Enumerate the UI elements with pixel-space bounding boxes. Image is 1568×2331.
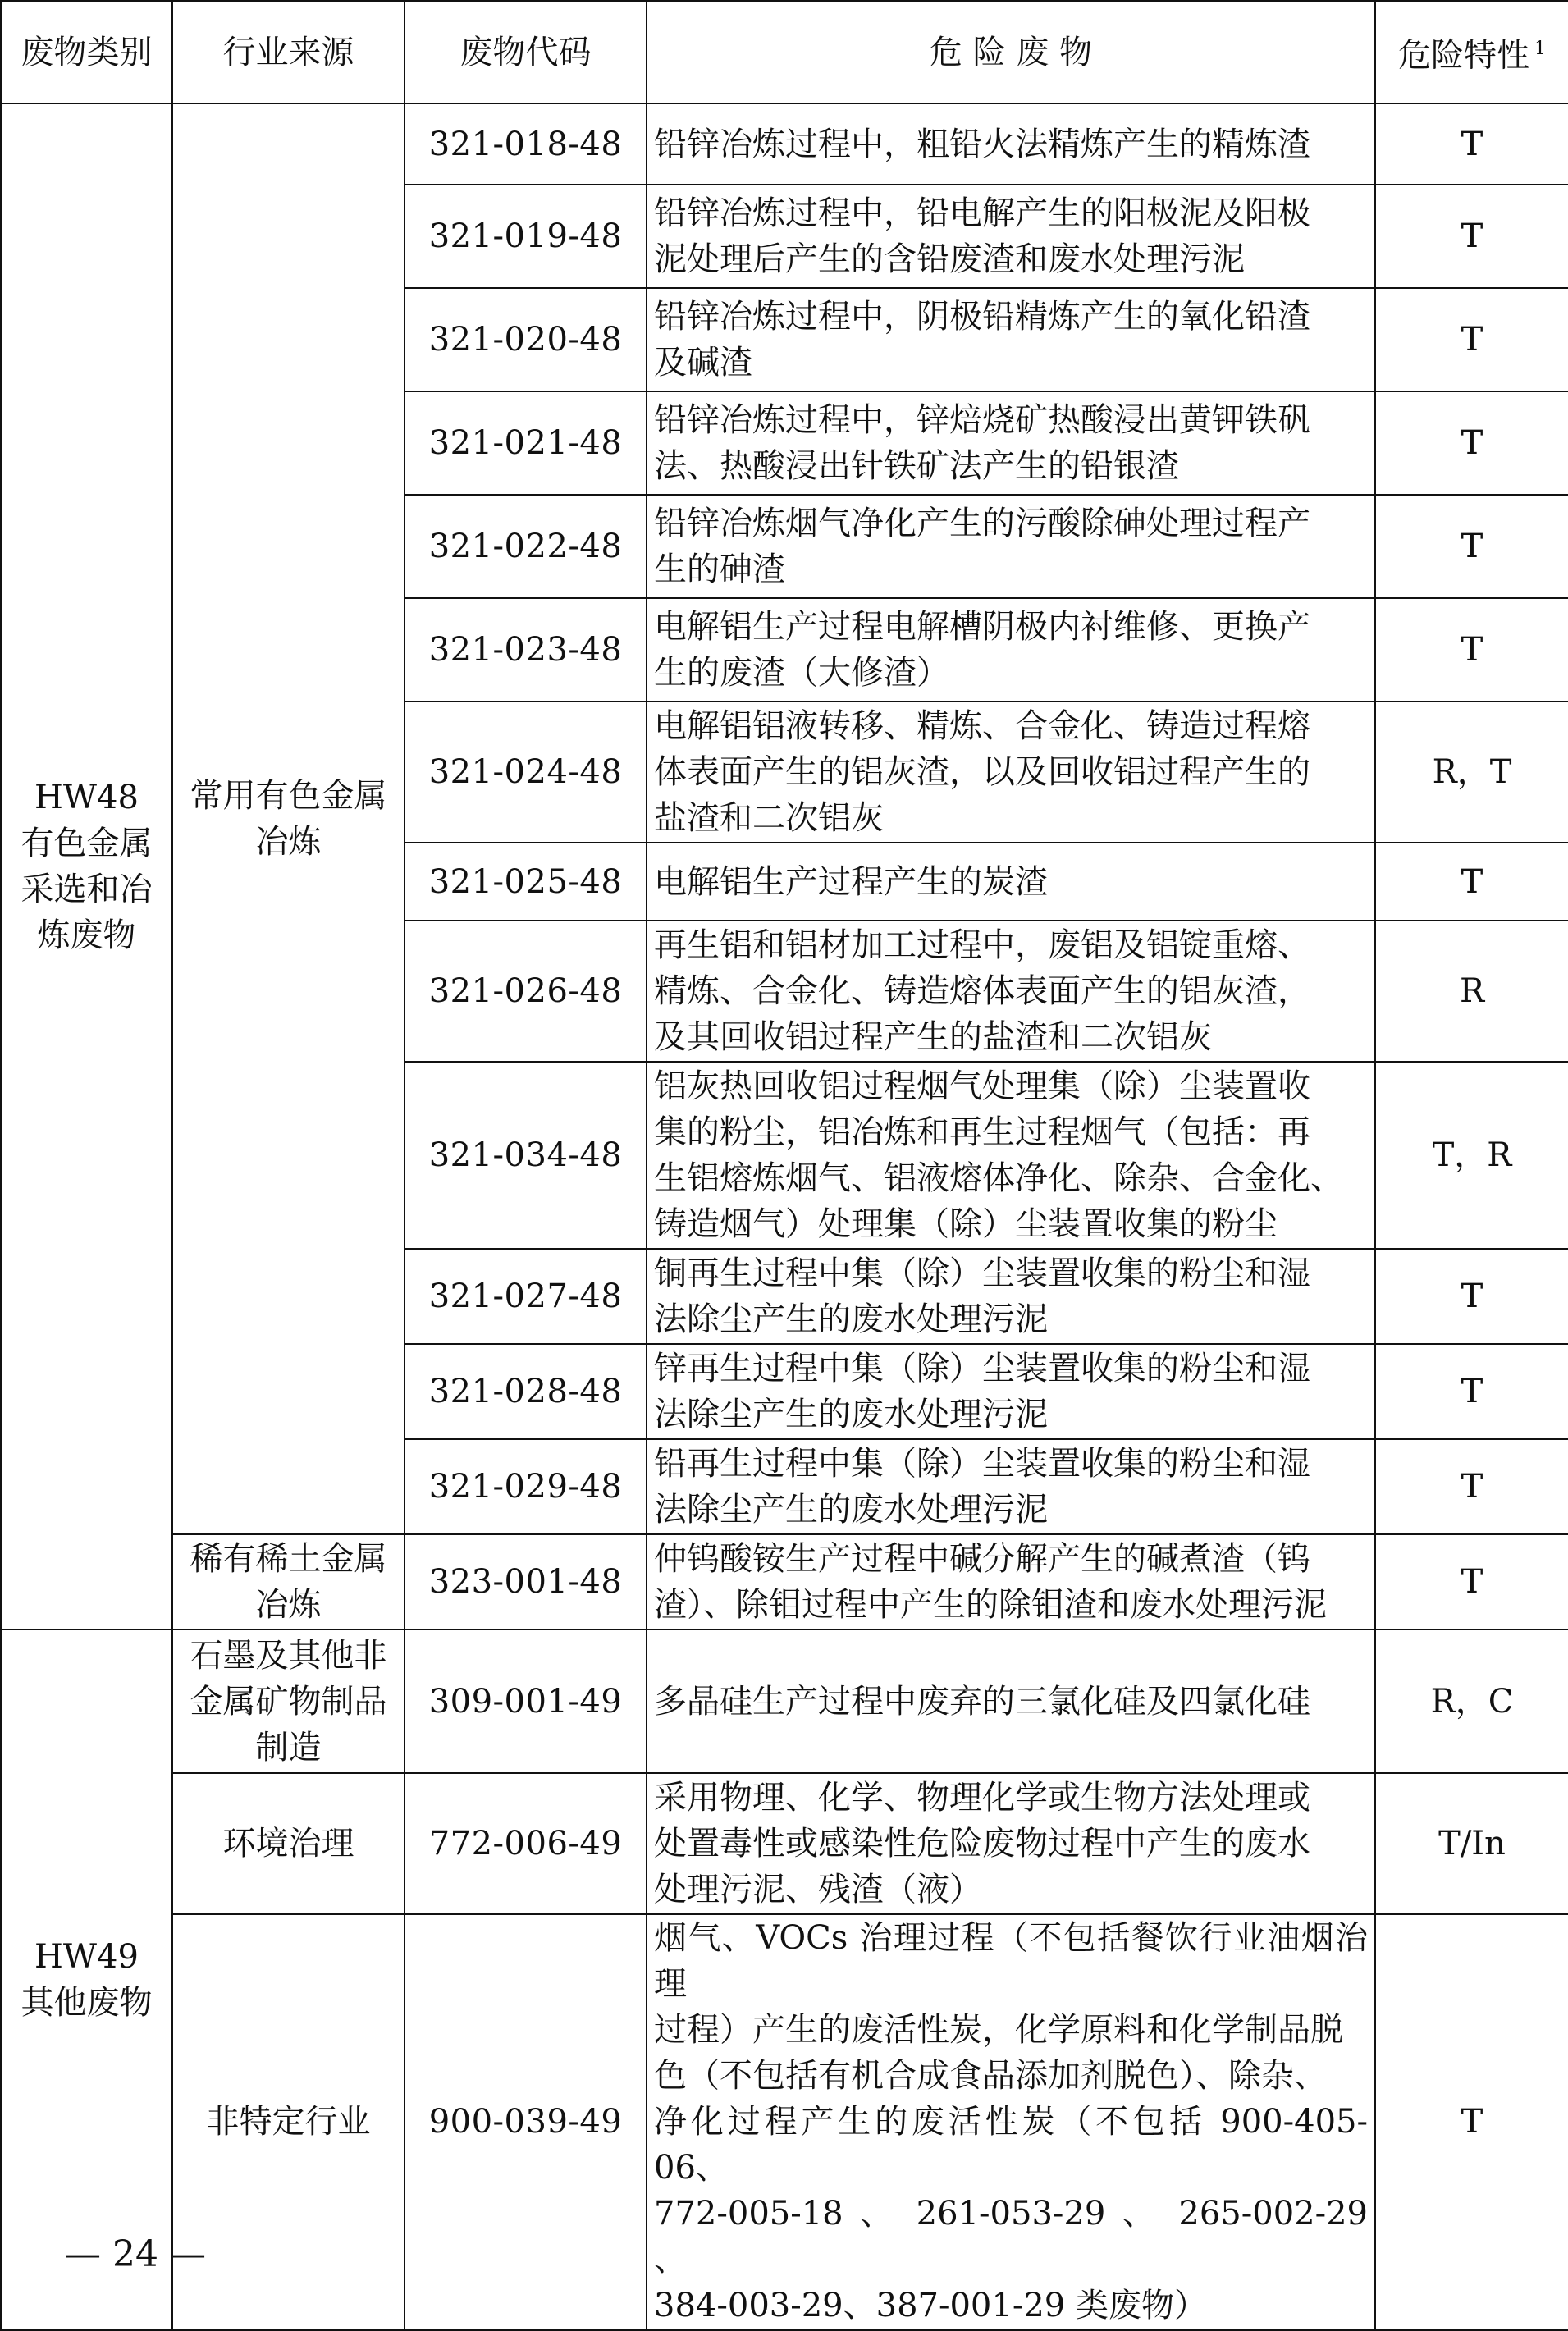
category-code: HW49: [34, 1937, 139, 1976]
waste-description: 电解铝铝液转移、精炼、合金化、铸造过程熔 体表面产生的铝灰渣，以及回收铝过程产生的 盐渣和二次铝灰: [647, 702, 1375, 843]
hazard-property: T: [1375, 598, 1568, 702]
waste-description: 再生铝和铝材加工过程中，废铝及铝锭重熔、 精炼、合金化、铸造熔体表面产生的铝灰渣， 及其回收铝过程产生的盐渣和二次铝灰: [647, 921, 1375, 1062]
category-cell-hw48: [1, 103, 172, 1629]
waste-code: 323-001-48: [405, 1534, 647, 1629]
header-waste: 危 险 废 物: [647, 2, 1375, 104]
hazard-property: R: [1375, 921, 1568, 1062]
waste-description: 铜再生过程中集（除）尘装置收集的粉尘和湿 法除尘产生的废水处理污泥: [647, 1249, 1375, 1344]
table-row: [1, 103, 1568, 185]
waste-description: 铅锌冶炼烟气净化产生的污酸除砷处理过程产 生的砷渣: [647, 495, 1375, 598]
waste-code: 321-034-48: [405, 1062, 647, 1249]
table-header-row: [1, 2, 1568, 104]
waste-description: 多晶硅生产过程中废弃的三氯化硅及四氯化硅: [647, 1629, 1375, 1773]
category-name-line: 其他废物: [21, 1983, 153, 2022]
source-line: 稀有稀土金属: [190, 1540, 387, 1578]
category-code: HW48: [34, 779, 139, 816]
waste-code: 321-021-48: [405, 391, 647, 495]
category-name-line: 采选和冶: [21, 871, 153, 908]
waste-description: 铝灰热回收铝过程烟气处理集（除）尘装置收 集的粉尘，铝冶炼和再生过程烟气（包括：再 生铝熔炼烟气、铝液熔体净化、除杂、合金化、 铸造烟气）处理集（除）尘装置收集的粉尘: [647, 1062, 1375, 1249]
source-cell: [172, 103, 405, 1534]
hazard-property: T: [1375, 1249, 1568, 1344]
source-line: 冶炼: [255, 1586, 322, 1624]
header-hazard: [1375, 2, 1568, 104]
waste-code: 321-023-48: [405, 598, 647, 702]
page-number: — 24 —: [65, 2233, 206, 2275]
source-line: 环境治理: [222, 1825, 354, 1863]
waste-code: 321-027-48: [405, 1249, 647, 1344]
table-row: [1, 1773, 1568, 1914]
hazard-property: T: [1375, 103, 1568, 185]
source-line: 常用有色金属: [190, 777, 387, 815]
header-code: 废物代码: [405, 2, 647, 104]
hazard-property: T: [1375, 1439, 1568, 1534]
source-line: 制造: [255, 1728, 322, 1767]
table-row: [1, 1629, 1568, 1773]
waste-code: 321-024-48: [405, 702, 647, 843]
source-line: 金属矿物制品: [190, 1682, 387, 1721]
hazard-property: R，C: [1375, 1629, 1568, 1773]
waste-description: 铅锌冶炼过程中，锌焙烧矿热酸浸出黄钾铁矾 法、热酸浸出针铁矿法产生的铅银渣: [647, 391, 1375, 495]
hazard-property: T: [1375, 288, 1568, 391]
waste-code: 321-028-48: [405, 1344, 647, 1439]
hazard-property: T，R: [1375, 1062, 1568, 1249]
header-source: 行业来源: [172, 2, 405, 104]
waste-code: 900-039-49: [405, 1914, 647, 2330]
waste-code: 321-025-48: [405, 843, 647, 921]
footnote-marker: 1: [1534, 39, 1546, 60]
waste-description: 铅再生过程中集（除）尘装置收集的粉尘和湿 法除尘产生的废水处理污泥: [647, 1439, 1375, 1534]
waste-description: 电解铝生产过程产生的炭渣: [647, 843, 1375, 921]
source-cell: [172, 1773, 405, 1914]
category-cell-hw49: [1, 1629, 172, 2330]
table-row: [1, 1534, 1568, 1629]
hazard-property: T: [1375, 185, 1568, 288]
hazard-property: T: [1375, 495, 1568, 598]
hazard-property: T: [1375, 1914, 1568, 2330]
hazard-property: T/In: [1375, 1773, 1568, 1914]
hazard-property: T: [1375, 1344, 1568, 1439]
category-name-line: 炼废物: [37, 916, 136, 954]
waste-description: 锌再生过程中集（除）尘装置收集的粉尘和湿 法除尘产生的废水处理污泥: [647, 1344, 1375, 1439]
waste-code: 309-001-49: [405, 1629, 647, 1773]
waste-description: 铅锌冶炼过程中，阴极铅精炼产生的氧化铅渣 及碱渣: [647, 288, 1375, 391]
header-category: 废物类别: [1, 2, 172, 104]
header-hazard-label: 危险特性: [1398, 36, 1529, 75]
waste-code: 772-006-49: [405, 1773, 647, 1914]
waste-code: 321-022-48: [405, 495, 647, 598]
category-name-line: 有色金属: [21, 825, 153, 862]
source-line: 冶炼: [255, 823, 322, 861]
waste-code: 321-018-48: [405, 103, 647, 185]
waste-description: 仲钨酸铵生产过程中碱分解产生的碱煮渣（钨 渣）、除钼过程中产生的除钼渣和废水处理污泥: [647, 1534, 1375, 1629]
waste-description: 烟气、VOCs 治理过程（不包括餐饮行业油烟治理 过程）产生的废活性炭，化学原料和化学制品脱 色（不包括有机合成食品添加剂脱色）、除杂、 净化过程产生的废活性炭（不包括 900-405-06、 772-005-18 、 261-053-29 、 265-002-29 、 384-003-29、387-001-29 类废物）: [647, 1914, 1375, 2330]
waste-description: 铅锌冶炼过程中，粗铅火法精炼产生的精炼渣: [647, 103, 1375, 185]
hazard-property: R，T: [1375, 702, 1568, 843]
waste-code: 321-029-48: [405, 1439, 647, 1534]
waste-code: 321-019-48: [405, 185, 647, 288]
hazard-property: T: [1375, 1534, 1568, 1629]
source-line: 非特定行业: [206, 2103, 371, 2141]
waste-description: 采用物理、化学、物理化学或生物方法处理或 处置毒性或感染性危险废物过程中产生的废水 处理污泥、残渣（液）: [647, 1773, 1375, 1914]
waste-description: 电解铝生产过程电解槽阴极内衬维修、更换产 生的废渣（大修渣）: [647, 598, 1375, 702]
waste-description: 铅锌冶炼过程中，铅电解产生的阳极泥及阳极 泥处理后产生的含铅废渣和废水处理污泥: [647, 185, 1375, 288]
hazard-property: T: [1375, 391, 1568, 495]
hazard-property: T: [1375, 843, 1568, 921]
source-cell: [172, 1629, 405, 1773]
waste-code: 321-026-48: [405, 921, 647, 1062]
source-line: 石墨及其他非: [190, 1636, 387, 1675]
source-cell: [172, 1534, 405, 1629]
waste-code: 321-020-48: [405, 288, 647, 391]
